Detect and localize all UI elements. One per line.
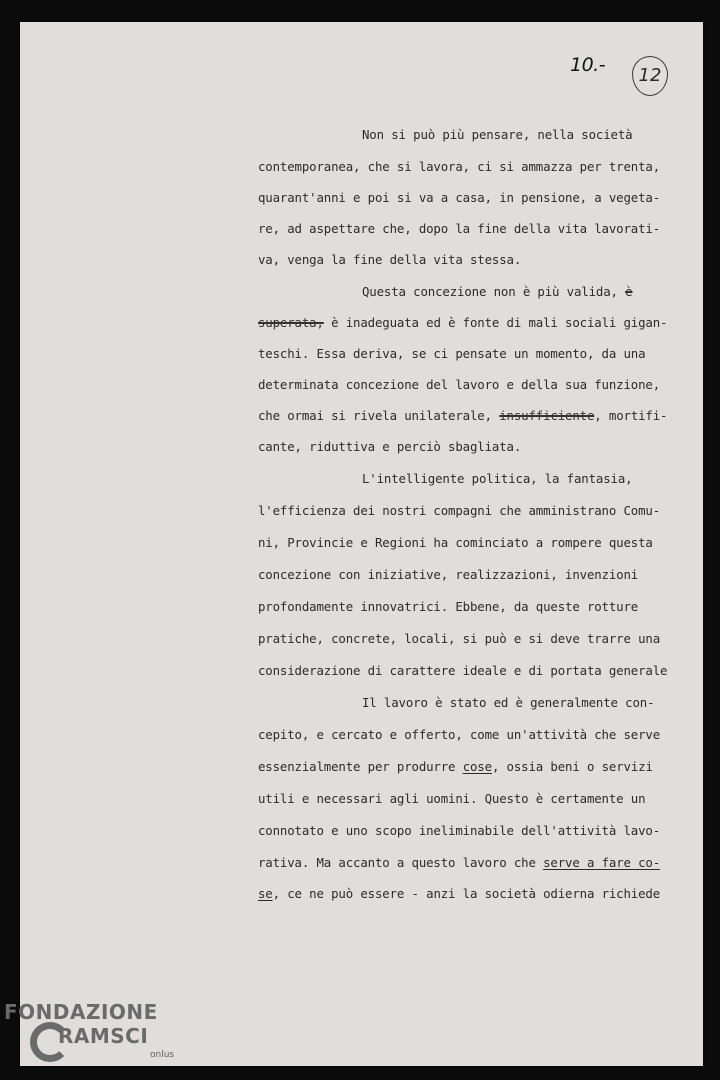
text-line: Non si può più pensare, nella società xyxy=(362,127,633,142)
text-line xyxy=(258,886,660,901)
text-segment: , ce ne può essere - anzi la società odierna richiede xyxy=(272,886,661,901)
text-line: concezione con iniziative, realizzazioni, invenzioni xyxy=(258,567,639,582)
text-line: profondamente innovatrici. Ebbene, da queste rotture xyxy=(258,599,639,614)
logo-line-2: RAMSCI xyxy=(58,1024,149,1048)
text-line: considerazione di carattere ideale e di portata generale xyxy=(258,663,668,678)
logo-line-1: FONDAZIONE xyxy=(4,1000,158,1024)
text-line xyxy=(258,855,660,870)
archive-stamp: 12 xyxy=(632,56,668,96)
struck-text: superata, xyxy=(258,315,324,330)
underlined-text: se xyxy=(258,886,273,901)
text-line xyxy=(258,759,653,774)
text-line: utili e necessari agli uomini. Questo è certamente un xyxy=(258,791,646,806)
logo-line-3: onlus xyxy=(150,1050,175,1060)
text-line: contemporanea, che si lavora, ci si ammazza per trenta, xyxy=(258,159,661,174)
text-line: quarant'anni e poi si va a casa, in pensione, a vegeta- xyxy=(258,190,661,205)
struck-text: insufficiente xyxy=(499,408,595,423)
text-line: l'efficienza dei nostri compagni che amministrano Comu- xyxy=(258,503,661,518)
text-line: teschi. Essa deriva, se ci pensate un momento, da una xyxy=(258,346,646,361)
text-line: va, venga la fine della vita stessa. xyxy=(258,252,522,267)
text-line: cepito, e cercato e offerto, come un'attività che serve xyxy=(258,727,661,742)
text-line: connotato e uno scopo ineliminabile dell'attività lavo- xyxy=(258,823,661,838)
struck-text: è xyxy=(625,284,633,299)
text-segment: che ormai si rivela unilaterale, xyxy=(258,408,500,423)
text-line: determinata concezione del lavoro e della sua funzione, xyxy=(258,377,661,392)
text-segment: , mortifi- xyxy=(594,408,668,423)
text-line: L'intelligente politica, la fantasia, xyxy=(362,471,633,486)
text-line: pratiche, concrete, locali, si può e si deve trarre una xyxy=(258,631,661,646)
text-line: Il lavoro è stato ed è generalmente con- xyxy=(362,695,655,710)
page-number: 10.- xyxy=(570,54,606,76)
text-segment: , ossia beni o servizi xyxy=(491,759,653,774)
text-line xyxy=(258,408,667,423)
text-segment: essenzialmente per produrre xyxy=(258,759,463,774)
text-line: re, ad aspettare che, dopo la fine della vita lavorati- xyxy=(258,221,661,236)
text-line xyxy=(258,315,667,330)
underlined-text: cose xyxy=(462,759,492,774)
text-line: ni, Provincie e Regioni ha cominciato a rompere questa xyxy=(258,535,653,550)
text-segment: rativa. Ma accanto a questo lavoro che xyxy=(258,855,544,870)
text-line xyxy=(362,284,632,299)
underlined-text: serve a fare co- xyxy=(543,855,661,870)
text-segment: è inadeguata ed è fonte di mali sociali gigan- xyxy=(323,315,668,330)
text-line: cante, riduttiva e perciò sbagliata. xyxy=(258,439,522,454)
text-segment: Questa concezione non è più valida, xyxy=(362,284,626,299)
